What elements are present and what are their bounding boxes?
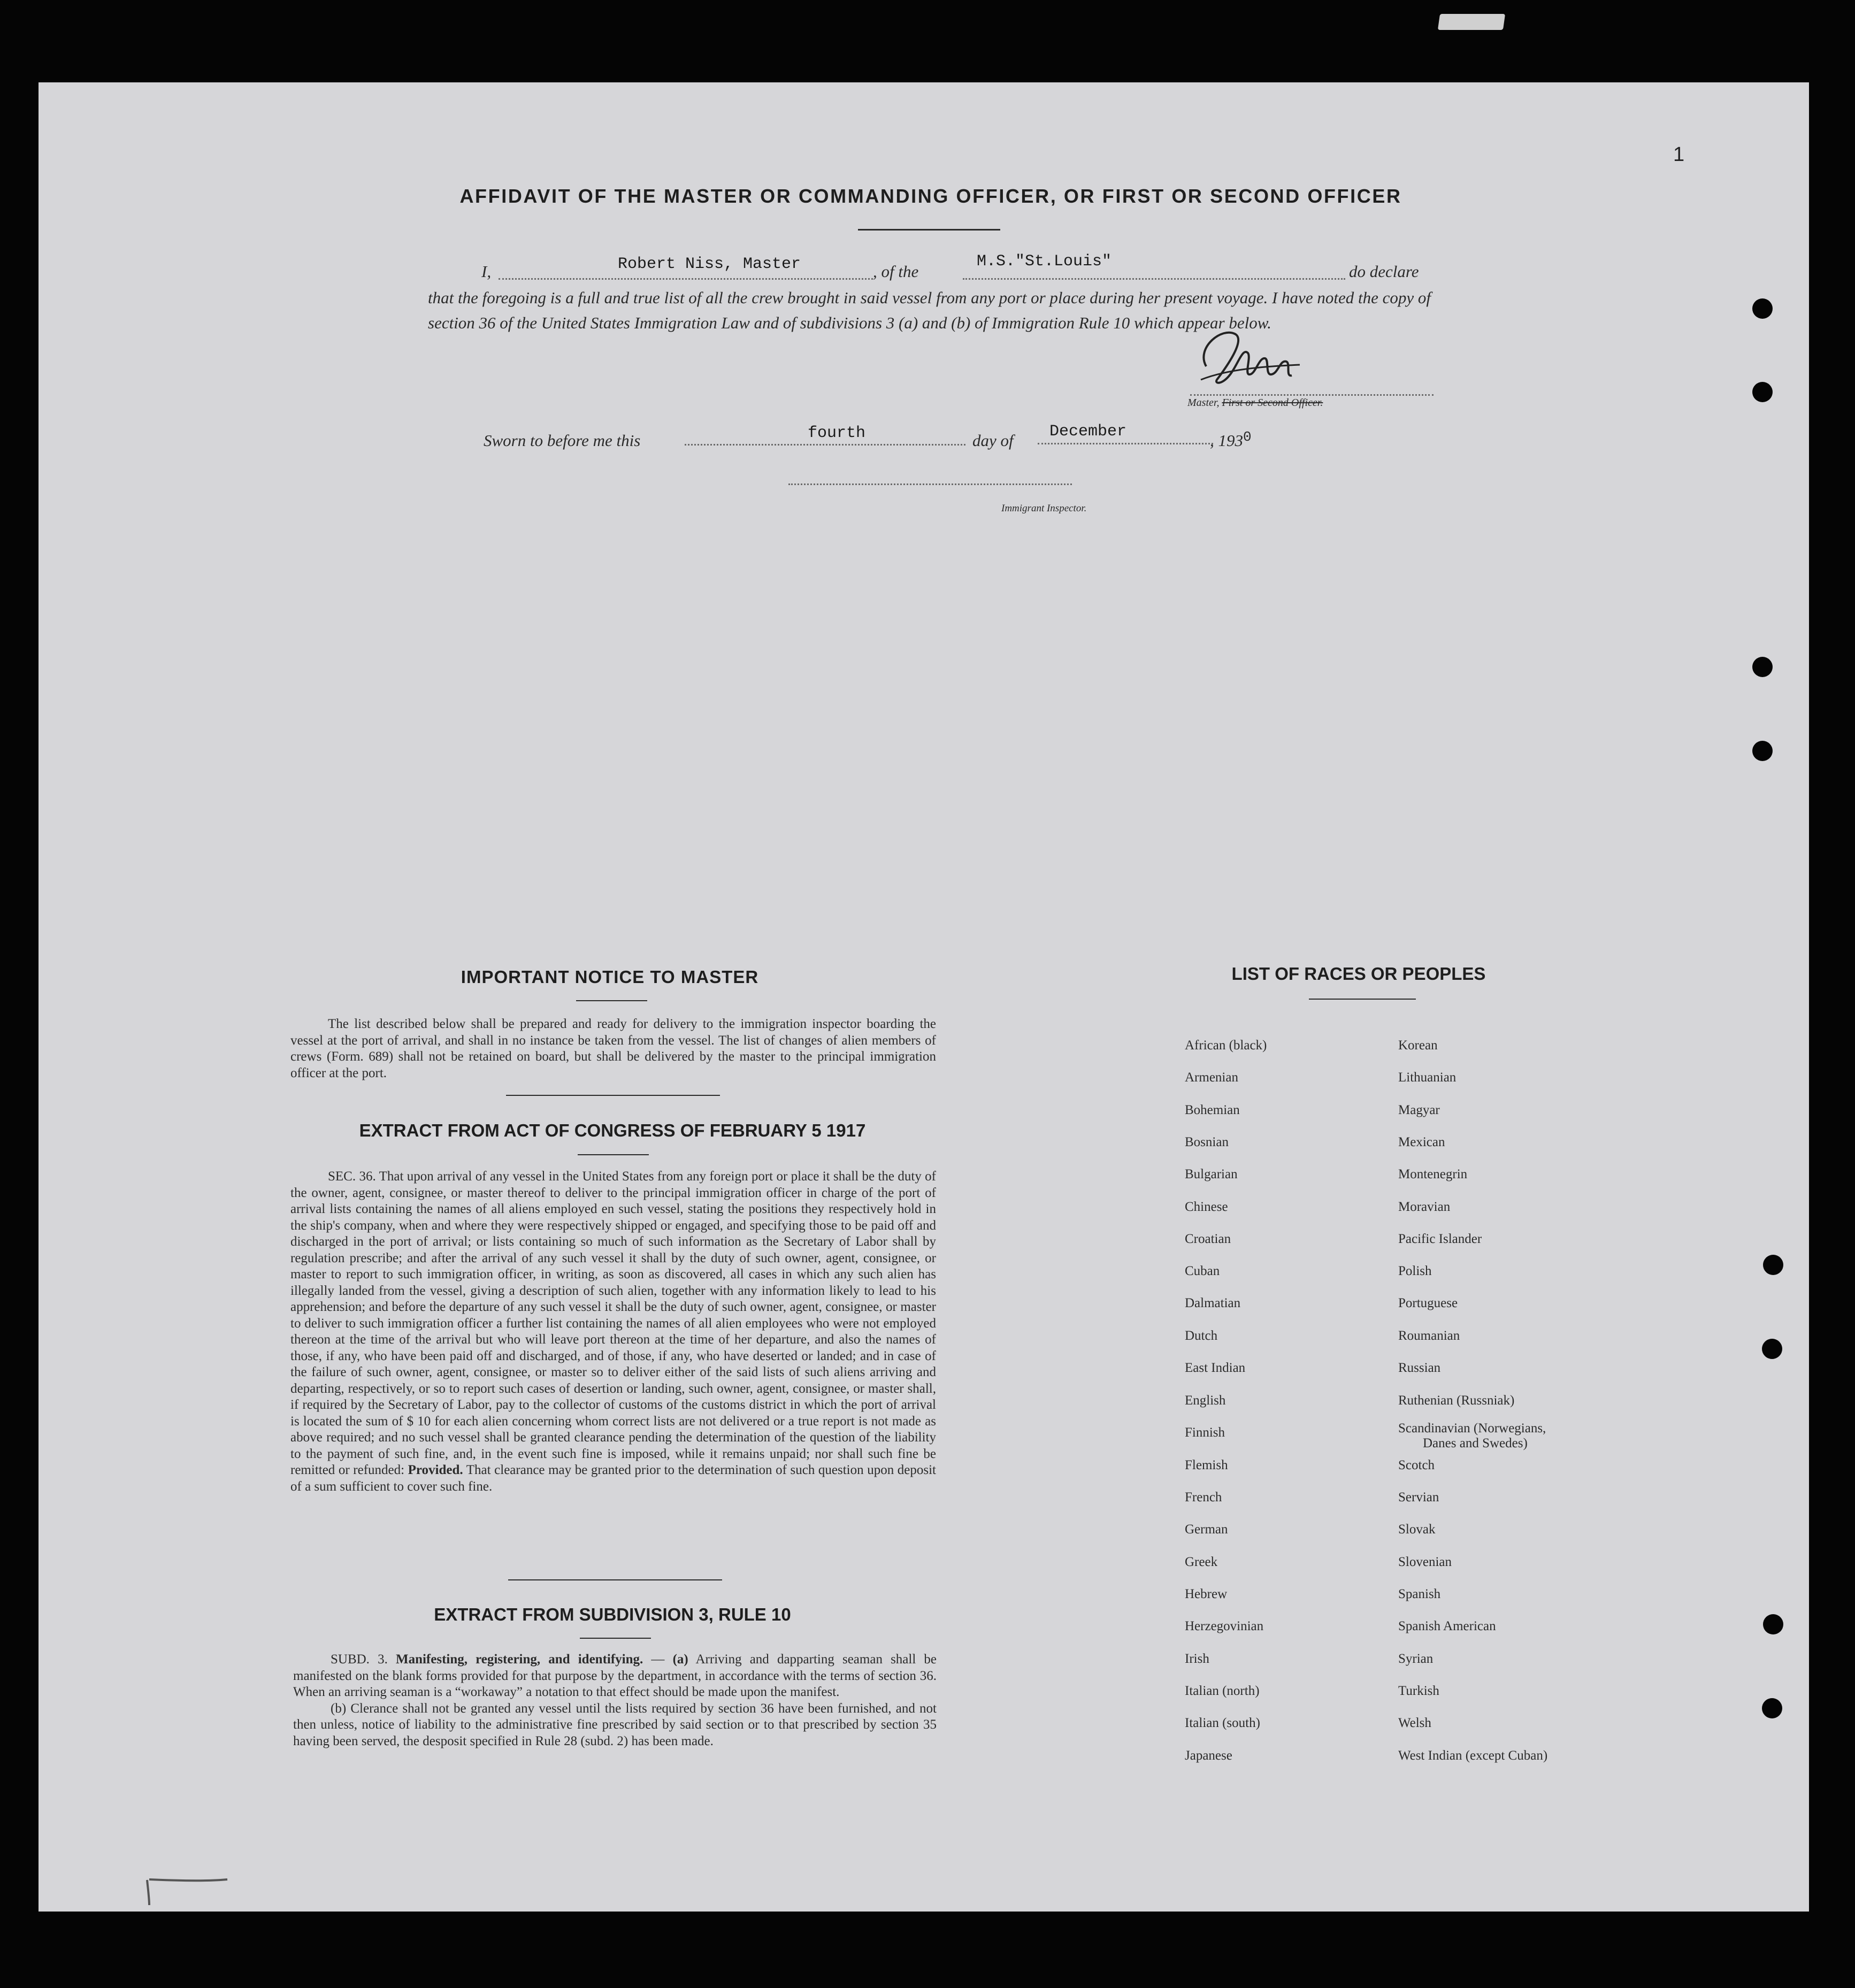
race-item: Montenegrin — [1398, 1167, 1468, 1181]
race-item: Irish — [1185, 1652, 1209, 1666]
race-item: Dutch — [1185, 1329, 1218, 1343]
rule-subd-dash: — — [651, 1652, 665, 1667]
race-item: Hebrew — [1185, 1587, 1228, 1601]
race-item: Chinese — [1185, 1200, 1228, 1214]
race-item: Slovenian — [1398, 1555, 1452, 1569]
affidavit-title: AFFIDAVIT OF THE MASTER OR COMMANDING OFFICER, OR FIRST OR SECOND OFFICER — [459, 185, 1402, 207]
race-item: Russian — [1398, 1361, 1441, 1375]
race-item: West Indian (except Cuban) — [1398, 1748, 1548, 1763]
race-item: Ruthenian (Russniak) — [1398, 1393, 1515, 1408]
rule-subd-a-mark: (a) — [672, 1652, 688, 1667]
vessel-name: M.S."St.Louis" — [977, 252, 1112, 271]
notice-text — [290, 1016, 936, 1081]
inspector-caption: Immigrant Inspector. — [1001, 503, 1087, 514]
race-item: Croatian — [1185, 1232, 1231, 1246]
race-item: Finnish — [1185, 1425, 1225, 1440]
pencil-mark — [142, 1872, 233, 1909]
document-sheet — [39, 82, 1809, 1912]
race-item: Spanish — [1398, 1587, 1441, 1601]
act-section-text: SEC. 36. That upon arrival of any vessel in the United States from any foreign port or place it shall be the duty of the owner, agent, consignee, or master thereof to deliver to the principal immigration officer in charge of the port of arrival lists containing the names of all aliens employed en such vessel, stating the positions they respectively hold in the ship's company, when and where they were respectively shipped or engaged, and specifying those to be paid off and discharged in the port of arrival; or lists containing so much of such information as the Secretary of Labor shall by regulation prescribe; and after the arrival of any such vessel it shall by the duty of such owner, agent, consignee, or master to report to such immigration officer, in writing, as soon as discovered, all cases in which any such alien has illegally landed from the vessel, giving a description of such alien, together with any information likely to lead to his apprehension; and before the departure of any such vessel it shall be the duty of such owner, agent, consignee, or master to deliver to such immigration officer a further list containing the names of all alien employees who were not employed thereon at the time of the arrival but who will leave port thereon at the time of her departure, and also the names of those, if any, who have been paid off and discharged, and of those, if any, who have deserted or landed; and in case of the failure of such owner, agent, consignee, or master so to deliver either of the said lists of such aliens arriving and departing, respectively, or so to report such cases of desertion or landing, such owner, agent, consignee, or master shall, if required by the Secretary of Labor, pay to the collector of customs of the customs district in which the port of arrival is located the sum of $ 10 for each alien concerning whom correct lists are not delivered or a true report is not made as above required; and no such vessel shall be granted clearance pending the determination of the question of the liability to the payment of such fine, and, in the event such fine is imposed, while it remains unpaid; nor shall such fine be remitted or refunded: — [290, 1169, 936, 1477]
notice-divider — [576, 1000, 647, 1001]
month-line — [1038, 443, 1213, 444]
race-scandinavian-line2: Danes and Swedes) — [1423, 1436, 1528, 1450]
master-signature — [1185, 316, 1308, 401]
signature-caption — [1187, 397, 1323, 409]
binder-hole — [1752, 741, 1773, 761]
binder-hole — [1752, 298, 1773, 319]
notice-paragraph: The list described below shall be prepared and ready for delivery to the immigration inspector boarding the vessel at the port of arrival, and shall in no instance be taken from the vessel. The list of changes of alien members of crews (Form. 689) shall not be retained on board, but shall be delivered by the master to the principal immigration officer at the port. — [290, 1017, 936, 1080]
act-provided: Provided. — [408, 1463, 463, 1477]
race-item: Portuguese — [1398, 1296, 1458, 1310]
race-item: Welsh — [1398, 1716, 1431, 1730]
affidavit-i-label: I, — [481, 262, 492, 281]
act-text — [290, 1169, 936, 1495]
race-item: Pacific Islander — [1398, 1232, 1482, 1246]
race-item: Armenian — [1185, 1070, 1238, 1085]
race-item: Moravian — [1398, 1200, 1451, 1214]
race-item: Scotch — [1398, 1458, 1435, 1472]
race-item: African (black) — [1185, 1038, 1267, 1053]
race-item: French — [1185, 1490, 1222, 1505]
year-prefix: , 193 — [1210, 431, 1243, 450]
signature-line — [1190, 394, 1434, 396]
race-item: Syrian — [1398, 1652, 1434, 1666]
rule-title: EXTRACT FROM SUBDIVISION 3, RULE 10 — [434, 1605, 791, 1624]
day-line — [685, 444, 965, 446]
rule-text — [293, 1652, 937, 1749]
rule-subd-a-text: Arriving and dapparting seaman shall be manifested on the blank forms provided for that purpose by the department, in accordance with the terms of section 36. When an arriving seaman is a “workaway” a notation to that effect should be made upon the manifest. — [293, 1652, 937, 1699]
race-item: Korean — [1398, 1038, 1438, 1053]
binder-hole — [1752, 382, 1773, 402]
year-suffix: 0 — [1243, 429, 1252, 445]
races-divider — [1309, 999, 1416, 1000]
month-value: December — [1049, 423, 1127, 441]
binder-hole — [1762, 1698, 1782, 1718]
race-item: Mexican — [1398, 1135, 1445, 1149]
caption-master: Master, — [1187, 397, 1220, 409]
vessel-line — [963, 278, 1345, 280]
rule-subd-b: (b) Clerance shall not be granted any vessel until the lists required by section 36 have been furnished, and not then unless, notice of liability to the administrative fine prescribed by said section or to that prescribed by section 35 having been served, the desposit specified in Rule 28 (subd. 2) has been made. — [293, 1701, 937, 1748]
rule-subd-heading: Manifesting, registering, and identifying. — [395, 1652, 643, 1667]
year-label — [1210, 431, 1252, 450]
act-title: EXTRACT FROM ACT OF CONGRESS OF FEBRUARY 5 1917 — [359, 1120, 866, 1140]
day-of-label: day of — [972, 431, 1014, 450]
race-item: Slovak — [1398, 1522, 1436, 1537]
rule-divider — [580, 1638, 651, 1639]
notice-title: IMPORTANT NOTICE TO MASTER — [461, 967, 759, 987]
race-item: Greek — [1185, 1555, 1218, 1569]
race-item: Scandinavian (Norwegians, — [1398, 1421, 1546, 1436]
binder-hole — [1763, 1614, 1783, 1634]
race-item: Bulgarian — [1185, 1167, 1238, 1181]
races-title: LIST OF RACES OR PEOPLES — [1231, 964, 1486, 984]
race-item: English — [1185, 1393, 1226, 1408]
inspector-line — [788, 483, 1072, 485]
race-item: Polish — [1398, 1264, 1432, 1278]
race-item: Italian (north) — [1185, 1684, 1260, 1698]
race-item: Lithuanian — [1398, 1070, 1457, 1085]
affidavit-body: that the foregoing is a full and true list of all the crew brought in said vessel from any port or place during her present voyage. I have noted the copy of section 36 of the United States Immigration Law and of subdivisions 3 (a) and (b) of Immigration Rule 10 which appear below. — [428, 288, 1431, 332]
binder-hole — [1763, 1255, 1783, 1275]
caption-struck-officer: First or Second Officer. — [1222, 397, 1323, 409]
act-end-divider — [508, 1579, 722, 1580]
race-item: Bosnian — [1185, 1135, 1229, 1149]
rule-subd-prefix: SUBD. 3. — [331, 1652, 388, 1667]
binder-hole — [1752, 657, 1773, 677]
notice-end-divider — [506, 1095, 720, 1096]
race-item: Flemish — [1185, 1458, 1228, 1472]
race-item: German — [1185, 1522, 1228, 1537]
race-item: Spanish American — [1398, 1619, 1496, 1633]
master-name: Robert Niss, Master — [618, 255, 801, 273]
binder-hole — [1762, 1339, 1782, 1359]
day-value: fourth — [808, 424, 866, 442]
affidavit-do-declare: do declare — [1349, 262, 1419, 281]
race-item: Magyar — [1398, 1103, 1440, 1117]
race-item: Bohemian — [1185, 1103, 1240, 1117]
race-item: Cuban — [1185, 1264, 1220, 1278]
act-divider — [578, 1154, 649, 1155]
act-section-text-end: That clearance may be granted prior to the determination of such question upon deposit of a sum sufficient to cover such fine. — [290, 1463, 936, 1494]
sworn-label: Sworn to before me this — [484, 431, 641, 450]
race-item: Servian — [1398, 1490, 1439, 1505]
race-item: Dalmatian — [1185, 1296, 1241, 1310]
race-item: Roumanian — [1398, 1329, 1460, 1343]
affidavit-of-the: , of the — [873, 262, 919, 281]
race-item: Herzegovinian — [1185, 1619, 1264, 1633]
title-divider — [858, 229, 1000, 231]
race-item: Italian (south) — [1185, 1716, 1260, 1730]
race-item: Japanese — [1185, 1748, 1232, 1763]
name-line — [499, 278, 873, 280]
race-item: East Indian — [1185, 1361, 1246, 1375]
paper-clip — [1438, 14, 1505, 30]
rule-subd-a — [293, 1652, 937, 1701]
page-number: 1 — [1673, 143, 1685, 166]
race-item: Turkish — [1398, 1684, 1439, 1698]
